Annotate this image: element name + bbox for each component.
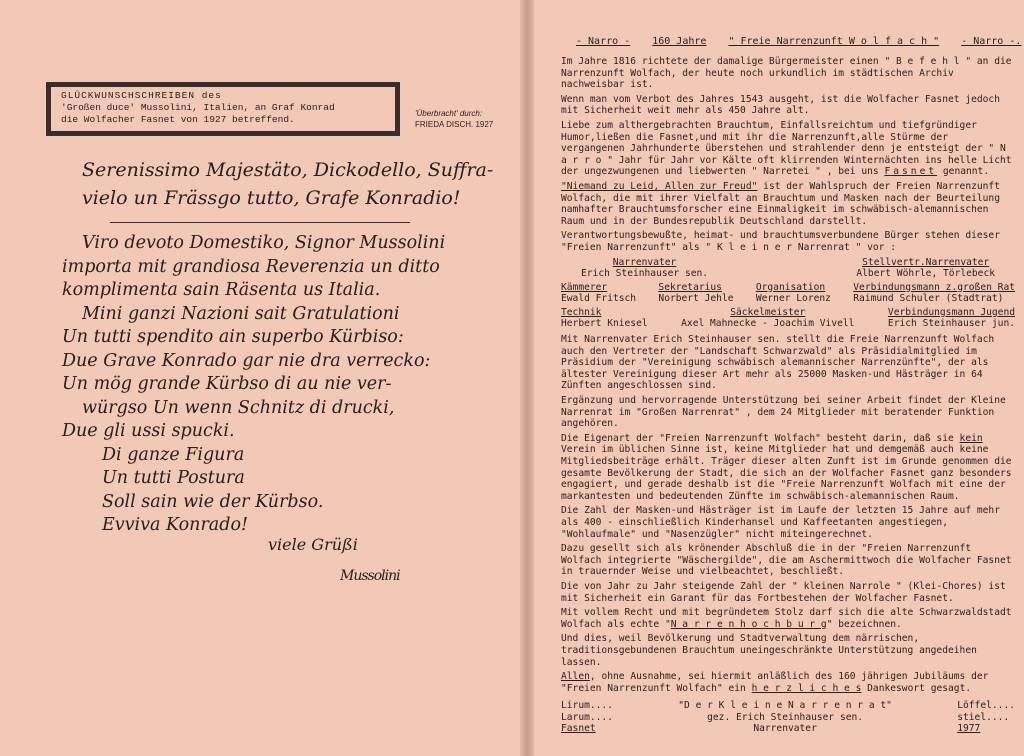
role-title: Verbindungsmann z.großen Rat [853, 281, 1015, 293]
letter-line: Di ganze Figura [102, 444, 245, 465]
role-title: Kämmerer [561, 281, 608, 293]
letter-line: Evviva Konrado! [102, 515, 249, 535]
header-item: - Narro -. [961, 36, 1022, 47]
paragraph [561, 181, 1015, 227]
stamp-line: 'Überbracht' durch: [415, 109, 483, 118]
role [681, 307, 854, 330]
role [658, 282, 733, 305]
paragraph: Dazu gesellt sich als krönender Abschluß die in der "Freien Narrenzunft Wolfach integrierte "Wäschergilde", die am Aschermittwoch die Wolfacher Fasnet in trauernder Weise und vielbeachtet, beschließt. [561, 543, 1012, 578]
signoff-right [957, 700, 1015, 735]
roles-row [561, 257, 1015, 280]
signoff-line: "D e r K l e i n e N a r r e n r a t" [678, 700, 892, 712]
signoff-center [678, 700, 892, 735]
role-name: Herbert Kniesel [561, 318, 648, 330]
stamp-line: FRIEDA DISCH. 1927 [415, 120, 494, 129]
letter-line: Mini ganzi Nazioni sait Gratulationi [82, 303, 400, 324]
role-title: Narrenvater [612, 256, 677, 268]
signoff-line: Larum.... [561, 711, 613, 723]
emphasis: Allen [561, 671, 590, 683]
salutation-line: Serenissimo Majestäto, Dickodello, Suffra- [82, 159, 494, 181]
paragraph-text: Die Eigenart der "Freien Narrenzunft Wolfach" besteht darin, daß sie [561, 432, 954, 444]
paragraph [561, 607, 1015, 630]
role-title: Organisation [755, 281, 826, 293]
paragraph: Die von Jahr zu Jahr steigende Zahl der " kleinen Narrole " (Klei-Chores) ist mit Sicherheit ein Garant für das Fortbestehen der Wolfacher Fasnet. [561, 580, 1006, 604]
motto: "Niemand zu Leid, Allen zur Freud" [561, 180, 758, 192]
role-name: Ewald Fritsch [561, 293, 637, 305]
roles-row [561, 282, 1015, 305]
emphasis: h e r z l i c h e s [751, 682, 862, 694]
paragraph: Verantwortungsbewußte, heimat- und brauchtumsverbundene Bürger stehen dieser "Freien Narrenzunft" als " K l e i n e r Narrenrat " vor : [561, 230, 1000, 253]
role-name: Raimund Schuler (Stadtrat) [853, 293, 1004, 305]
signoff-line: Narrenvater [753, 723, 817, 735]
role-title: Säckelmeister [730, 306, 806, 318]
signoff-left [561, 700, 613, 735]
paragraph [561, 120, 1015, 178]
role [756, 282, 831, 305]
paragraph-text: Mit vollem Recht und mit begründetem Stolz darf sich die alte Schwarzwaldstadt Wolfach als echte " [561, 607, 1012, 630]
letter-line: Viro devoto Domestiko, Signor Mussolini [82, 233, 446, 253]
paragraph [561, 433, 1015, 503]
title-box-line: 'Großen duce' Mussolini, Italien, an Graf Konrad [61, 102, 335, 113]
letter-line: würgso Un wenn Schnitz di drucki, [82, 397, 395, 418]
signoff [561, 700, 1015, 735]
divider [110, 222, 410, 223]
role-name: Erich Steinhauser jun. [887, 318, 1015, 330]
paragraph-text: Liebe zum althergebrachten Brauchtum, Einfallsreichtum und tiefgründiger Humor,ließen die Fasnet,und mit ihr die Narrenzunft,alle Stürme der vergangenen Jahrhunderte überstehen und strahlender denn je entsteigt der " N a r r o " Jahr für Jahr vor Kälte oft klirrenden Winternächten ins helle Licht der ungezwungenen und liebwerten " Narretei " , bei uns [561, 119, 1012, 178]
letter-line: Soll sain wie der Kürbso. [102, 491, 324, 512]
letter-line: Un tutti Postura [102, 468, 245, 488]
delivery-stamp [415, 108, 493, 130]
role-name: Norbert Jehle [658, 293, 734, 305]
paragraph: Die Zahl der Masken-und Hästräger ist im Laufe der letzten 15 Jahre auf mehr als 400 - einschließlich Kinderhansel und Kaffeetanten angestiegen, "Wohlaufmale" und "Nasenzügler" nicht miteingerechnet. [561, 505, 1000, 540]
emphasis: kein [959, 432, 983, 444]
paragraph-text: Dankeswort gesagt. [867, 682, 972, 694]
role [561, 307, 648, 330]
title-box [46, 82, 400, 136]
role-title: Technik [561, 306, 602, 318]
paragraph-text: " bezeichnen. [826, 618, 902, 630]
role-title: Verbindungsmann Jugend [887, 306, 1015, 318]
paragraph: Ergänzung und hervorragende Unterstützung bei seiner Arbeit findet der Kleine Narrenrat im "Großen Narrenrat" , dem 24 Mitglieder mit beratender Funktion angehören. [561, 395, 1006, 430]
signature: Mussolini [340, 568, 400, 584]
letter-line: Due Grave Konrado gar nie dra verrecko: [62, 350, 431, 371]
salutation-line: vielo un Frässgo tutto, Grafe Konradio! [82, 187, 461, 209]
roles-row [561, 307, 1015, 330]
closing: viele Grüßi [268, 535, 358, 554]
paragraph-text: , ohne Ausnahme, sei hiermit anläßlich des 160 jährigen Jubiläums der "Freien Narrenzunft Wolfach" ein [561, 671, 989, 694]
signoff-line: 1977 [957, 723, 981, 735]
header-item: - Narro - [576, 36, 631, 47]
letter-line: Due gli ussi spucki. [62, 421, 235, 441]
salutation [82, 156, 502, 212]
role-name: Erich Steinhauser sen. [581, 268, 709, 280]
title-box-line: die Wolfacher Fasnet von 1927 betreffend. [61, 114, 295, 125]
book-gutter [520, 0, 534, 756]
letter-line: Un mög grande Kürbso di au nie ver- [62, 374, 392, 394]
letter-line: importa mit grandiosa Reverenzia un ditto [62, 256, 440, 277]
paragraph: Mit Narrenvater Erich Steinhauser sen. stellt die Freie Narrenzunft Wolfach auch den Vertreter der "Landschaft Schwarzwald" als Präsidialmitglied im Präsidium der "Vereinigung schwäbisch alemannischer Narrenzünfte", der als ältester Vereinigung dieser Art mehr als 25000 Masken-und Hästräger in 64 Zünften angeschlossen sind. [561, 334, 995, 392]
letter-line: komplimenta sain Räsenta us Italia. [62, 280, 381, 300]
paragraph: Wenn man vom Verbot des Jahres 1543 ausgeht, ist die Wolfacher Fasnet jedoch mit Sicherheit weit mehr als 450 Jahre alt. [561, 93, 1000, 117]
paragraph-text: ist der Wahlspruch der Freien Narrenzunft Wolfach, die mit ihrer Vielfalt an Brauchtum und Masken nach der Beurteilung namhafter Brauchtumsforscher eine Einmaligkeit im schwäbisch-alemannischen Raum und in der Bundesrepublik Deutschland darstellt. [561, 180, 1000, 227]
emphasis: N a r r e n h o c h b u r g [670, 618, 827, 630]
paragraph [561, 671, 1015, 694]
paragraph-text: genannt. [942, 166, 990, 178]
paragraph: Und dies, weil Bevölkerung und Stadtverwaltung dem närrischen, traditionsgebundenen Brauchtum uneingeschränkte Unterstützung angedeihen lassen. [561, 633, 977, 668]
role [581, 257, 708, 280]
role-name: Albert Wöhrle, Törlebeck [856, 268, 995, 280]
signoff-line: Fasnet [561, 723, 596, 735]
role-name: Axel Mahnecke - Joachim Vivell [681, 318, 855, 330]
right-body [561, 56, 1015, 735]
role-name: Werner Lorenz [755, 293, 831, 305]
letter-line: Un tutti spendito ain superbo Kürbiso: [62, 327, 404, 347]
signoff-line: Löffel.... [957, 700, 1015, 712]
role [856, 257, 995, 280]
header-item: 160 Jahre [652, 36, 707, 47]
signoff-line: Lirum.... [561, 700, 613, 712]
paragraph: Im Jahre 1816 richtete der damalige Bürgermeister einen " B e f e h l " an die Narrenzunft Wolfach, der heute noch urkundlich im städtischen Archiv nachweisbar ist. [561, 56, 1012, 91]
page-header [576, 36, 1022, 47]
title-box-line: GLÜCKWUNSCHSCHREIBEN des [61, 90, 222, 101]
header-item: " Freie Narrenzunft W o l f a c h " [728, 36, 940, 47]
role-title: Sekretarius [658, 281, 722, 293]
emphasis: Fasnet [884, 166, 938, 178]
signoff-line: gez. Erich Steinhauser sen. [707, 711, 864, 723]
role [561, 282, 636, 305]
signoff-line: stiel.... [957, 711, 1010, 723]
letter-body [62, 232, 512, 538]
role [853, 282, 1015, 305]
role-title: Stellvertr.Narrenvater [862, 256, 990, 268]
role [888, 307, 1015, 330]
paragraph-text: Verein im üblichen Sinne ist, keine Mitglieder hat und demgemäß auch keine Mitgliedsbeiträge erhält. Träger dieser alten Zunft ist im Grunde genommen die gesamte Bevölkerung der Stadt, die sich an der Wolfacher Fasnet ganz besonders engagiert, und gerade deshalb ist die "Freie Narrenzunft Wolfach mit eine der markantesten und bedeutenden Zünfte im schwäbisch-alemannischen Raum. [561, 444, 1012, 502]
